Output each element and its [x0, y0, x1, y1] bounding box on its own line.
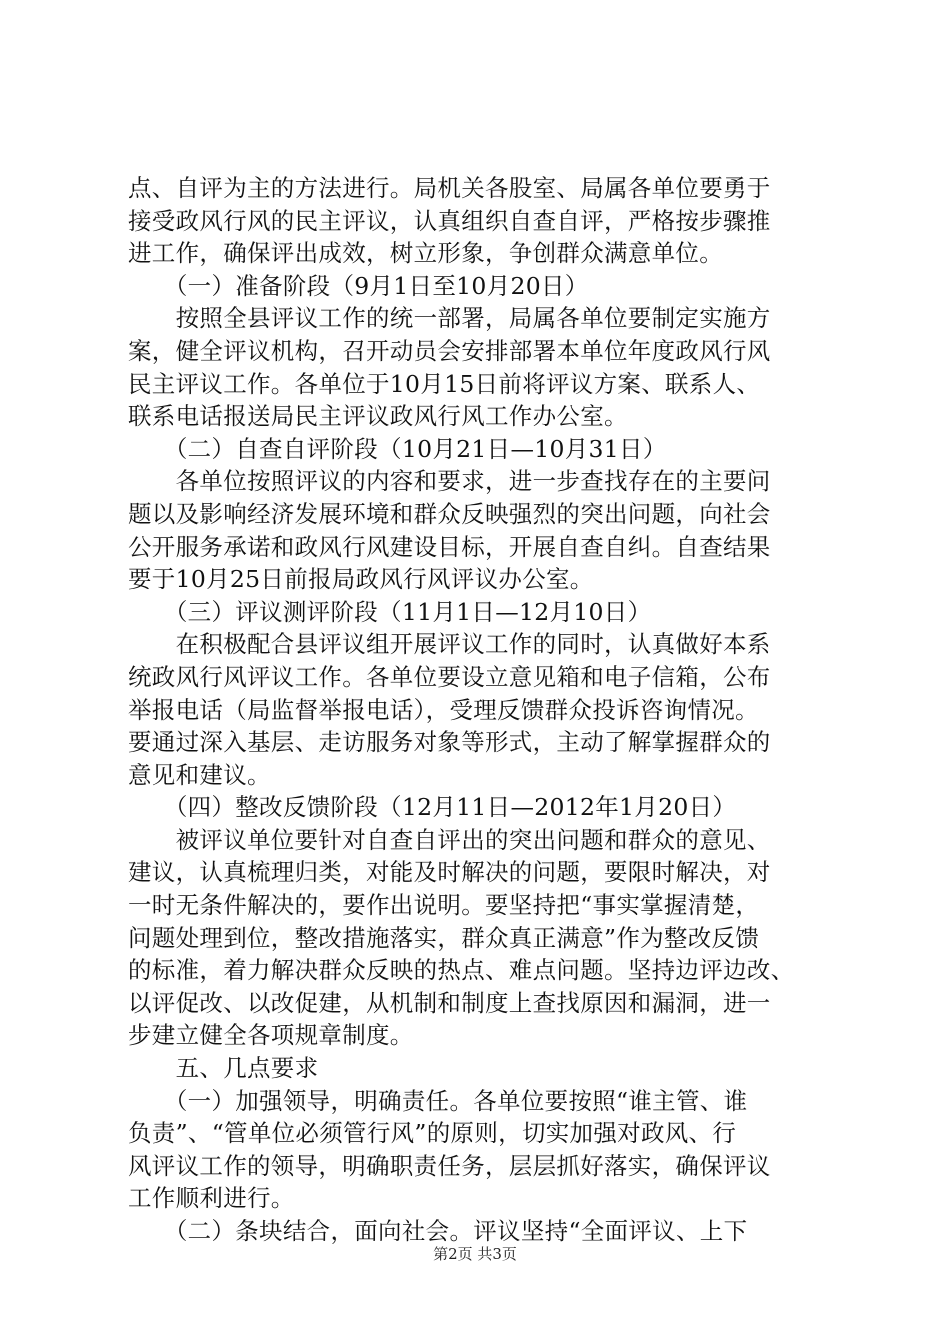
text-line: 在积极配合县评议组开展评议工作的同时，认真做好本系: [128, 630, 771, 659]
section-heading: 五、几点要求: [128, 1054, 319, 1083]
section-heading: （一）准备阶段（9月1日至10月20日）: [128, 271, 589, 300]
text-line: 按照全县评议工作的统一部署，局属各单位要制定实施方: [128, 304, 771, 333]
text-line: 公开服务承诺和政风行风建设目标，开展自查自纠。自查结果: [128, 532, 771, 561]
section-heading: （二）自查自评阶段（10月21日—10月31日）: [128, 434, 667, 463]
text-line: 统政风行风评议工作。各单位要设立意见箱和电子信箱，公布: [128, 662, 771, 691]
text-line: 要于10月25日前报局政风行风评议办公室。: [128, 565, 594, 594]
section-heading: （四）整改反馈阶段（12月11日—2012年1月20日）: [128, 793, 737, 822]
text-line: 点、自评为主的方法进行。局机关各股室、局属各单位要勇于: [128, 174, 771, 202]
text-line: 的标准，着力解决群众反映的热点、难点问题。坚持边评边改、: [128, 956, 795, 985]
text-line: 各单位按照评议的内容和要求，进一步查找存在的主要问: [128, 467, 771, 496]
text-line: 风评议工作的领导，明确职责任务，层层抓好落实，确保评议: [128, 1151, 771, 1180]
text-line: （一）加强领导，明确责任。各单位要按照“谁主管、谁: [128, 1086, 748, 1115]
text-line: 接受政风行风的民主评议，认真组织自查自评，严格按步骤推: [128, 206, 771, 235]
document-body: [128, 172, 838, 1248]
text-line: 以评促改、以改促建，从机制和制度上查找原因和漏洞，进一: [128, 988, 771, 1017]
page-number-footer: 第2页 共3页: [433, 1245, 517, 1263]
text-line: 题以及影响经济发展环境和群众反映强烈的突出问题，向社会: [128, 499, 771, 528]
text-line: 一时无条件解决的，要作出说明。要坚持把“事实掌握清楚，: [128, 891, 760, 920]
text-line: 工作顺利进行。: [128, 1184, 295, 1213]
text-line: 意见和建议。: [128, 760, 271, 789]
text-line: 案，健全评议机构，召开动员会安排部署本单位年度政风行风: [128, 336, 771, 365]
text-line: 要通过深入基层、走访服务对象等形式，主动了解掌握群众的: [128, 728, 771, 757]
text-line: 联系电话报送局民主评议政风行风工作办公室。: [128, 402, 628, 431]
text-line: 问题处理到位，整改措施落实，群众真正满意”作为整改反馈: [128, 923, 760, 952]
section-heading: （三）评议测评阶段（11月1日—12月10日）: [128, 597, 652, 626]
text-line: 进工作，确保评出成效，树立形象，争创群众满意单位。: [128, 239, 723, 268]
text-line: 负责”、“管单位必须管行风”的原则，切实加强对政风、行: [128, 1119, 737, 1148]
text-line: 举报电话（局监督举报电话），受理反馈群众投诉咨询情况。: [128, 695, 759, 724]
text-line: 民主评议工作。各单位于10月15日前将评议方案、联系人、: [128, 369, 761, 398]
text-line: 被评议单位要针对自查自评出的突出问题和群众的意见、: [128, 825, 771, 854]
text-line: （二）条块结合，面向社会。评议坚持“全面评议、上下: [128, 1217, 748, 1245]
text-line: 步建立健全各项规章制度。: [128, 1021, 414, 1050]
text-line: 建议，认真梳理归类，对能及时解决的问题，要限时解决，对: [128, 858, 771, 887]
